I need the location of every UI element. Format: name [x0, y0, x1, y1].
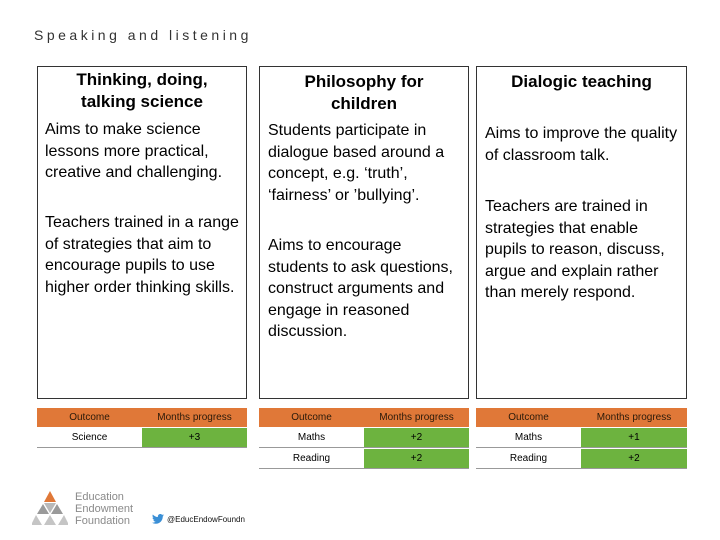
progress-cell: +2: [364, 449, 469, 468]
twitter-handle-link[interactable]: [152, 514, 245, 524]
progress-cell: +3: [142, 428, 247, 447]
org-name-line: Education: [75, 491, 124, 503]
box-paragraph: Aims to improve the quality of classroom talk.: [485, 125, 678, 164]
table-row: [259, 428, 469, 448]
box-title: Philosophy for children: [304, 72, 424, 113]
programme-box-dialogic-teaching: [476, 66, 687, 399]
twitter-handle-text: @EducEndowFoundn: [167, 514, 245, 524]
header-cell-outcome: Outcome: [291, 412, 332, 423]
outcome-table-science: [37, 408, 247, 448]
header-cell-outcome: Outcome: [69, 412, 110, 423]
programme-box-philosophy-for-children: [259, 66, 469, 399]
box-paragraph: Aims to make science lessons more practical, creative and challenging.: [45, 121, 223, 181]
box-paragraph: Students participate in dialogue based around a concept, e.g. ‘truth’, ‘fairness’ or ’bullying’.: [268, 122, 445, 204]
table-row: [476, 449, 687, 469]
outcome-cell: Science: [71, 432, 108, 443]
table-row: [37, 428, 247, 448]
box-title: Dialogic teaching: [511, 72, 652, 91]
org-name: [75, 491, 133, 527]
org-name-line: Foundation: [75, 515, 131, 527]
table-header-row: [37, 408, 247, 427]
progress-cell: +1: [581, 428, 687, 447]
table-header-row: [259, 408, 469, 427]
slide-title: Speaking and listening: [34, 27, 252, 43]
box-paragraph: Teachers are trained in strategies that enable pupils to reason, discuss, argue and explain rather than merely respond.: [485, 198, 665, 301]
outcome-cell: Maths: [514, 432, 543, 443]
programme-box-thinking-doing-talking-science: [37, 66, 247, 399]
outcome-cell: Reading: [509, 453, 548, 464]
outcome-cell: Reading: [292, 453, 331, 464]
progress-cell: +2: [581, 449, 687, 468]
outcome-cell: Maths: [297, 432, 326, 443]
box-paragraph: Teachers trained in a range of strategies that aim to encourage pupils to use higher order thinking skills.: [45, 214, 239, 296]
box-title: Thinking, doing, talking science: [76, 70, 208, 111]
box-paragraph: Aims to encourage students to ask questions, construct arguments and engage in reasoned discussion.: [268, 237, 453, 340]
header-cell-months-progress: Months progress: [596, 412, 672, 423]
org-name-line: Endowment: [75, 503, 134, 515]
table-row: [476, 428, 687, 448]
table-header-row: [476, 408, 687, 427]
twitter-bird-icon: [152, 514, 164, 524]
header-cell-months-progress: Months progress: [379, 412, 454, 423]
outcome-table-philosophy: [259, 408, 469, 469]
eef-triangle-logo-icon: [32, 489, 68, 532]
outcome-table-dialogic: [476, 408, 687, 469]
header-cell-months-progress: Months progress: [157, 412, 232, 423]
table-row: [259, 449, 469, 469]
progress-cell: +2: [364, 428, 469, 447]
header-cell-outcome: Outcome: [508, 412, 549, 423]
